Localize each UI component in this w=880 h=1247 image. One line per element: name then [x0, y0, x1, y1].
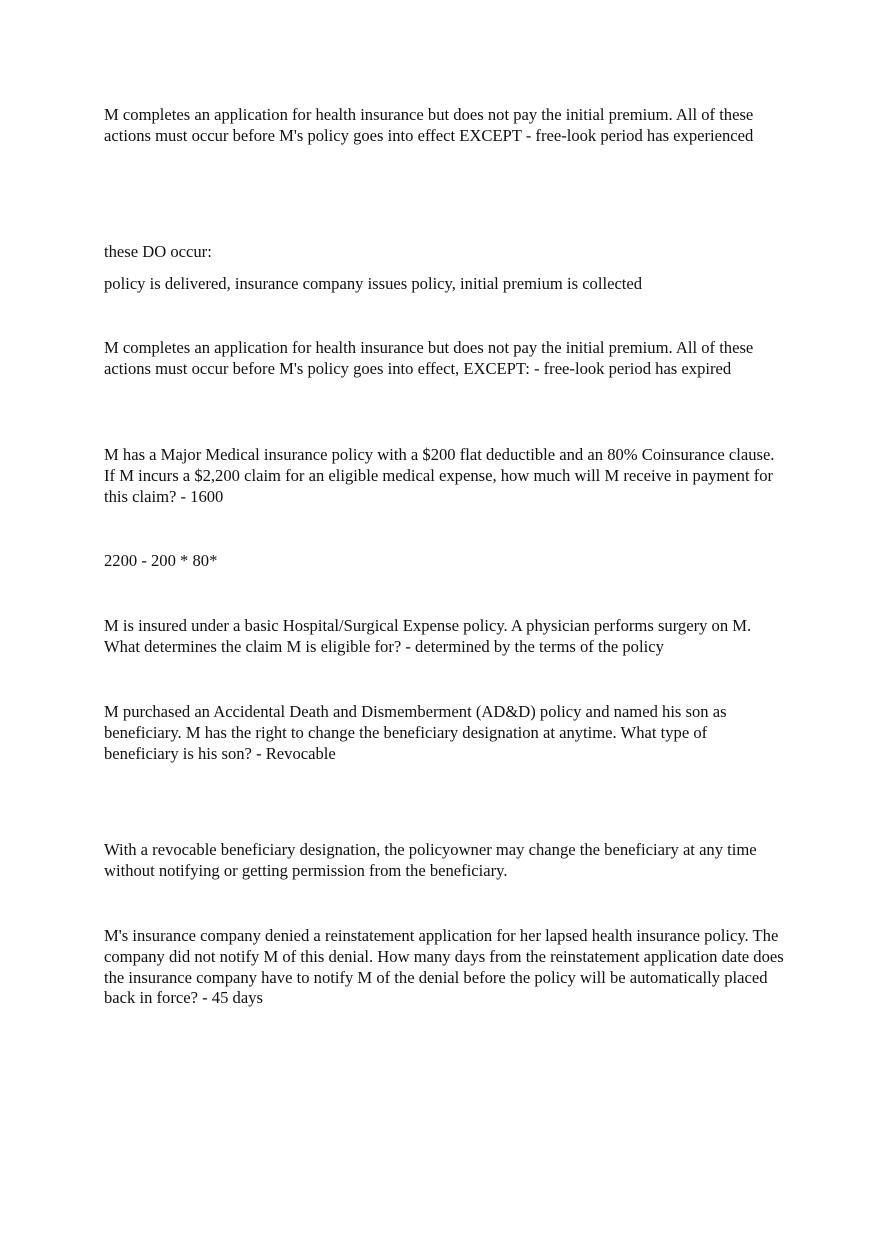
question-free-look-expired: M completes an application for health insurance but does not pay the initial premium. All of these actions must occur before M's policy goes into effect, EXCEPT: - free-look period has expired — [104, 338, 754, 378]
note-heading-these-do-occur: these DO occur: — [104, 242, 212, 261]
question-hospital-surgical-claim: M is insured under a basic Hospital/Surgical Expense policy. A physician performs surgery on M. What determines the claim M is eligible for? - determined by the terms of the policy — [104, 616, 752, 656]
question-major-medical-payment: M has a Major Medical insurance policy with a $200 flat deductible and an 80% Coinsurance clause. If M incurs a $2,200 claim for an eligible medical expense, how much will M receive in payment for this claim? - 1600 — [104, 445, 775, 506]
note-revocable-beneficiary: With a revocable beneficiary designation, the policyowner may change the beneficiary at any time without notifying or getting permission from the beneficiary. — [104, 840, 757, 880]
note-actions-list: policy is delivered, insurance company issues policy, initial premium is collected — [104, 274, 643, 293]
question-reinstatement-days: M's insurance company denied a reinstatement application for her lapsed health insurance policy. The company did not notify M of this denial. How many days from the reinstatement application date does the insurance company have to notify M of the denial before the policy will be automatically placed back in force? - 45 days — [104, 926, 784, 1008]
question-add-beneficiary: M purchased an Accidental Death and Dismemberment (AD&D) policy and named his son as beneficiary. M has the right to change the beneficiary designation at anytime. What type of beneficiary is his son? - Revocable — [104, 702, 727, 763]
note-calculation: 2200 - 200 * 80* — [104, 551, 218, 570]
question-free-look-experienced: M completes an application for health insurance but does not pay the initial premium. All of these actions must occur before M's policy goes into effect EXCEPT - free-look period has experienced — [104, 105, 754, 145]
